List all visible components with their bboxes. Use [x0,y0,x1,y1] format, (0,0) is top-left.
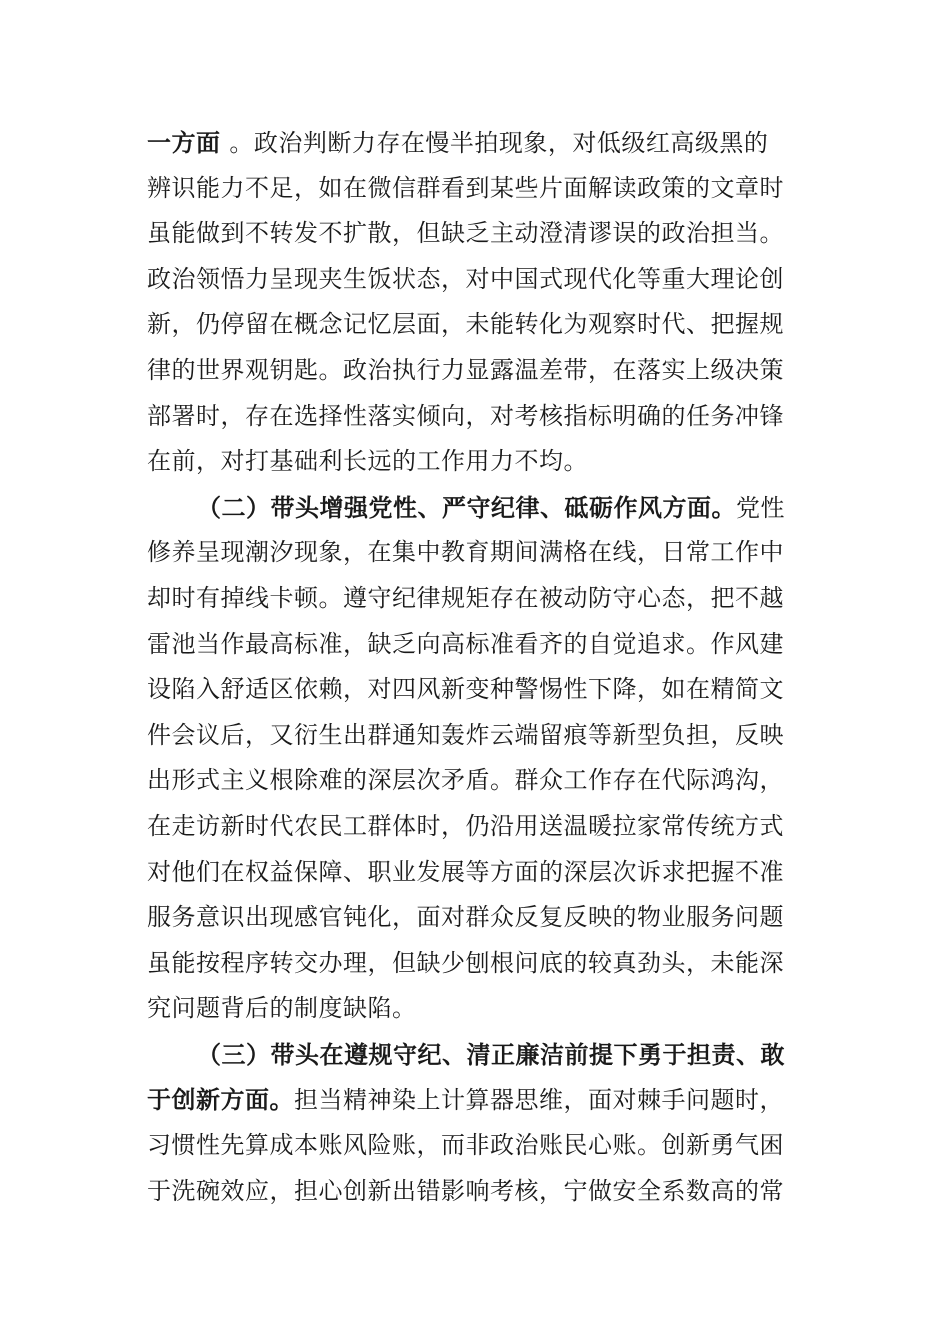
bold-text-run: 一方面 [147,128,230,157]
text-line [147,211,811,257]
text-run: 虽能按程序转交办理，但缺少刨根问底的较真劲头，未能深 [147,948,784,977]
text-run: 究问题背后的制度缺陷。 [147,994,417,1023]
bold-text-run: （三）带头在遵规守纪、清正廉洁前提下勇于担责、敢 [197,1039,785,1069]
paragraph [147,485,811,1032]
text-line [147,622,811,668]
paragraph [147,1032,811,1214]
text-line [147,758,811,804]
text-line [147,257,811,303]
text-run: 出形式主义根除难的深层次矛盾。群众工作存在代际鸿沟， [147,766,784,795]
bold-text-run: 于创新方面。 [147,1085,294,1115]
text-run: 在走访新时代农民工群体时，仍沿用送温暖拉家常传统方式 [147,811,784,840]
text-run: 于洗碗效应，担心创新出错影响考核，宁做安全系数高的常 [147,1176,784,1205]
text-run: 担当精神染上计算器思维，面对棘手问题时， [294,1086,784,1115]
text-run: 律的世界观钥匙。政治执行力显露温差带，在落实上级决策 [147,355,784,384]
text-line [147,941,811,987]
text-run: 设陷入舒适区依赖，对四风新变种警惕性下降，如在精简文 [147,675,784,704]
bold-text-run: （二）带头增强党性、严守纪律、砥砺作风方面。 [197,492,736,522]
text-run: 。政治判断力存在慢半拍现象，对低级红高级黑的 [229,129,769,157]
text-line [147,804,811,850]
text-line [147,1077,811,1123]
text-run: 雷池当作最高标准，缺乏向高标准看齐的自觉追求。作风建 [147,629,784,658]
text-run: 政治领悟力呈现夹生饭状态，对中国式现代化等重大理论创 [147,264,784,293]
text-run: 服务意识出现感官钝化，面对群众反复反映的物业服务问题 [147,903,784,932]
text-line [147,485,811,531]
text-line [147,986,811,1032]
text-line [147,850,811,896]
text-run: 党性 [736,493,785,522]
text-line [147,120,811,166]
text-line [147,1169,811,1215]
text-line [147,439,811,485]
text-run: 辨识能力不足，如在微信群看到某些片面解读政策的文章时 [147,173,784,202]
text-run: 习惯性先算成本账风险账，而非政治账民心账。创新勇气困 [147,1131,784,1160]
text-run: 修养呈现潮汐现象，在集中教育期间满格在线，日常工作中 [147,538,784,567]
text-line [147,166,811,212]
text-line [147,895,811,941]
text-run: 对他们在权益保障、职业发展等方面的深层次诉求把握不准 [147,857,784,886]
text-line [147,348,811,394]
text-line [147,576,811,622]
text-line [147,1123,811,1169]
text-line [147,394,811,440]
text-line [147,302,811,348]
text-line [147,713,811,759]
text-run: 件会议后，又衍生出群通知轰炸云端留痕等新型负担，反映 [147,720,784,749]
text-run: 部署时，存在选择性落实倾向，对考核指标明确的任务冲锋 [147,401,784,430]
text-run: 在前，对打基础利长远的工作用力不均。 [147,447,588,476]
text-run: 却时有掉线卡顿。遵守纪律规矩存在被动防守心态，把不越 [147,583,784,612]
text-line [147,1032,811,1078]
text-run: 新，仍停留在概念记忆层面，未能转化为观察时代、把握规 [147,310,784,339]
text-line [147,530,811,576]
paragraph [147,120,811,485]
text-line [147,667,811,713]
text-run: 虽能做到不转发不扩散，但缺乏主动澄清谬误的政治担当。 [147,219,784,248]
document-body [147,120,811,1214]
